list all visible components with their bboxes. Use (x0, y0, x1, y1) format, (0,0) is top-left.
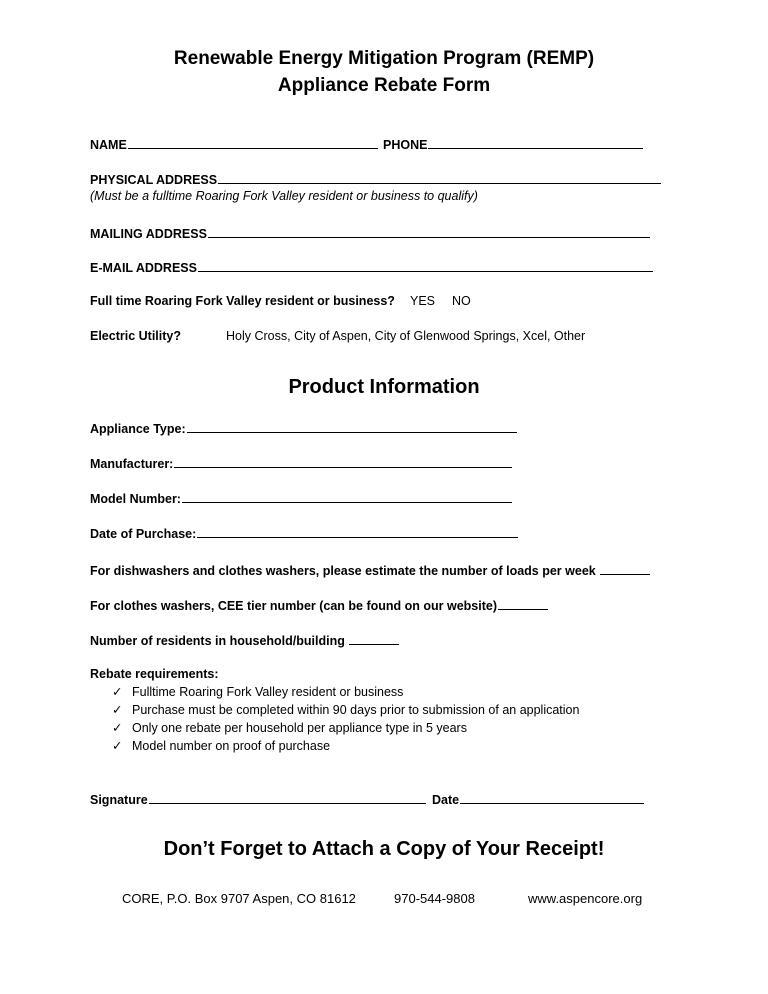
resident-no-option[interactable]: NO (452, 294, 471, 308)
date-of-purchase-line[interactable] (197, 525, 518, 538)
email-field[interactable] (90, 259, 653, 275)
utility-options[interactable]: Holy Cross, City of Aspen, City of Glenwood Springs, Xcel, Other (226, 329, 586, 343)
loads-per-week-field[interactable] (90, 562, 650, 578)
requirement-text: Purchase must be completed within 90 days prior to submission of an application (132, 703, 580, 717)
email-line[interactable] (198, 259, 653, 272)
physical-address-field[interactable] (90, 171, 661, 187)
name-field[interactable] (90, 136, 378, 152)
manufacturer-line[interactable] (174, 455, 512, 468)
signature-date-line[interactable] (460, 791, 644, 804)
requirement-item (112, 720, 467, 735)
utility-label: Electric Utility? (90, 329, 181, 343)
product-information-heading: Product Information (288, 376, 480, 398)
form-title-line2: Appliance Rebate Form (277, 75, 491, 96)
form-title-line1: Renewable Energy Mitigation Program (REMP) (173, 48, 595, 69)
appliance-type-label: Appliance Type: (90, 422, 186, 436)
resident-question: Full time Roaring Fork Valley resident or business? (90, 294, 395, 308)
rebate-requirements-heading: Rebate requirements: (90, 667, 219, 681)
checkmark-icon: ✓ (112, 703, 123, 717)
residents-field[interactable] (90, 632, 399, 648)
signature-date-field[interactable] (432, 791, 644, 807)
physical-address-label: PHYSICAL ADDRESS (90, 173, 218, 187)
date-of-purchase-label: Date of Purchase: (90, 527, 197, 541)
email-label: E-MAIL ADDRESS (90, 261, 197, 275)
cee-tier-label: For clothes washers, CEE tier number (can be found on our website) (90, 599, 498, 613)
residents-label: Number of residents in household/building (90, 634, 345, 648)
phone-line[interactable] (428, 136, 643, 149)
phone-field[interactable] (383, 136, 643, 152)
model-number-label: Model Number: (90, 492, 181, 506)
residents-line[interactable] (349, 632, 399, 645)
mailing-address-line[interactable] (208, 225, 650, 238)
manufacturer-field[interactable] (90, 455, 512, 471)
requirement-item (112, 738, 330, 753)
resident-yes-option[interactable]: YES (410, 294, 436, 308)
appliance-type-field[interactable] (90, 420, 517, 436)
requirement-item (112, 702, 579, 717)
model-number-field[interactable] (90, 490, 512, 506)
signature-date-label: Date (432, 793, 460, 807)
physical-address-note: (Must be a fulltime Roaring Fork Valley resident or business to qualify) (90, 189, 478, 203)
appliance-type-line[interactable] (187, 420, 517, 433)
checkmark-icon: ✓ (112, 685, 123, 699)
mailing-address-field[interactable] (90, 225, 650, 241)
cee-tier-field[interactable] (90, 597, 548, 613)
phone-label: PHONE (383, 138, 428, 152)
model-number-line[interactable] (182, 490, 512, 503)
name-line[interactable] (128, 136, 378, 149)
loads-per-week-label: For dishwashers and clothes washers, please estimate the number of loads per week (90, 564, 596, 578)
manufacturer-label: Manufacturer: (90, 457, 174, 471)
attach-receipt-reminder: Don’t Forget to Attach a Copy of Your Receipt! (163, 838, 605, 860)
loads-per-week-line[interactable] (600, 562, 650, 575)
signature-field[interactable] (90, 791, 426, 807)
date-of-purchase-field[interactable] (90, 525, 518, 541)
name-label: NAME (90, 138, 127, 152)
signature-label: Signature (90, 793, 148, 807)
requirement-text: Fulltime Roaring Fork Valley resident or business (132, 685, 404, 699)
cee-tier-line[interactable] (498, 597, 548, 610)
mailing-address-label: MAILING ADDRESS (90, 227, 207, 241)
checkmark-icon: ✓ (112, 721, 123, 735)
footer-address: CORE, P.O. Box 9707 Aspen, CO 81612 (122, 891, 356, 906)
footer-phone: 970-544-9808 (394, 891, 475, 906)
checkmark-icon: ✓ (112, 739, 123, 753)
requirement-text: Only one rebate per household per appliance type in 5 years (132, 721, 467, 735)
requirement-item (112, 684, 403, 699)
physical-address-line[interactable] (218, 171, 661, 184)
requirement-text: Model number on proof of purchase (132, 739, 331, 753)
footer-website[interactable]: www.aspencore.org (528, 891, 643, 906)
signature-line[interactable] (149, 791, 426, 804)
